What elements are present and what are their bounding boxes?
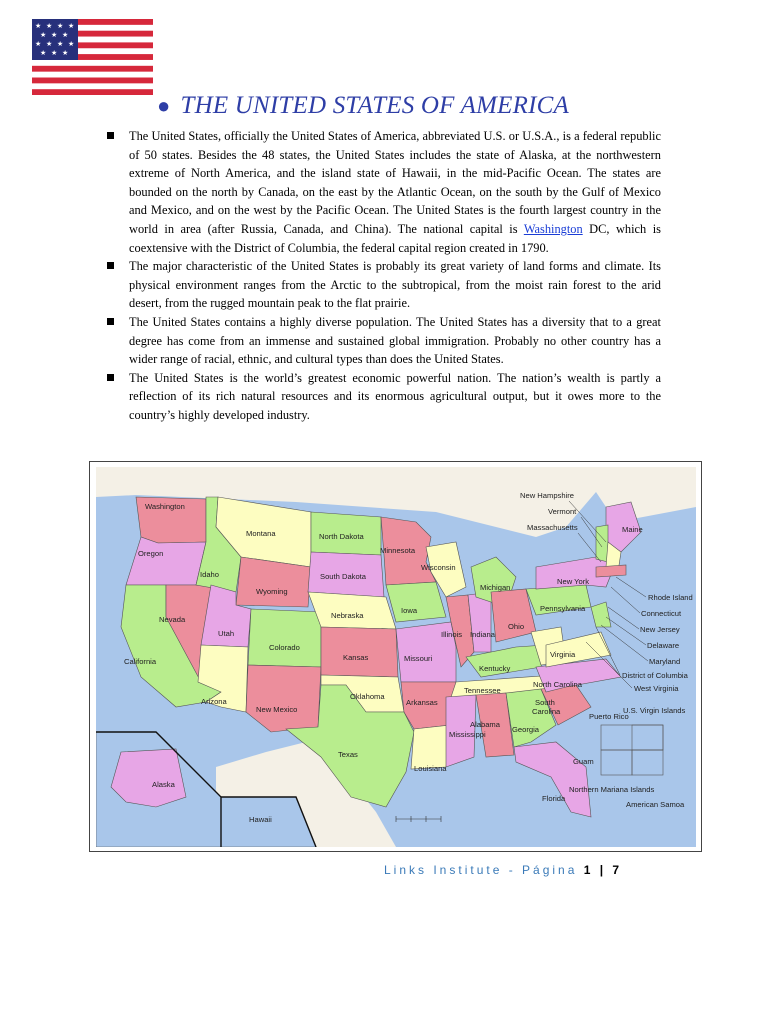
- list-item: [102, 313, 661, 369]
- footer-text: Links Institute - Página: [384, 863, 584, 877]
- bullet-square-icon: [107, 132, 114, 139]
- bullet-square-icon: [107, 262, 114, 269]
- bullet-square-icon: [107, 374, 114, 381]
- label-virginia: Virginia: [550, 650, 576, 659]
- label-rhode-island: Rhode Island: [648, 593, 693, 602]
- label-west-virginia: West Virginia: [634, 684, 679, 693]
- list-item: [102, 369, 661, 425]
- label-maine: Maine: [622, 525, 643, 534]
- svg-text:★: ★: [46, 40, 53, 48]
- paragraph-text: The major characteristic of the United States is probably its great variety of land forms and climate. Its physical environment ranges from the Arctic to the subtropical, from the moist rain forest to the arid desert, from the rugged mountain peak to the flat prairie.: [129, 259, 661, 311]
- label-south-dakota: South Dakota: [320, 572, 367, 581]
- label-south-carolina-line2: Carolina: [532, 707, 561, 716]
- svg-text:★: ★: [46, 22, 53, 30]
- label-ohio: Ohio: [508, 622, 525, 631]
- label-north-dakota: North Dakota: [319, 532, 364, 541]
- label-american-samoa: American Samoa: [626, 800, 685, 809]
- bullet-square-icon: [107, 318, 114, 325]
- svg-text:★: ★: [40, 49, 47, 57]
- label-louisiana: Louisiana: [414, 764, 447, 773]
- label-hawaii: Hawaii: [249, 815, 272, 824]
- label-georgia: Georgia: [512, 725, 540, 734]
- label-montana: Montana: [246, 529, 276, 538]
- label-connecticut: Connecticut: [641, 609, 682, 618]
- bullet-list: [102, 127, 661, 425]
- label-massachusetts: Massachusetts: [527, 523, 578, 532]
- svg-text:★: ★: [57, 22, 64, 30]
- svg-text:★: ★: [62, 31, 69, 39]
- label-puerto-rico: Puerto Rico: [589, 712, 629, 721]
- label-iowa: Iowa: [401, 606, 418, 615]
- label-new-jersey: New Jersey: [640, 625, 680, 634]
- label-missouri: Missouri: [404, 654, 433, 663]
- page-footer: [384, 863, 622, 877]
- label-vermont: Vermont: [548, 507, 577, 516]
- svg-text:★: ★: [68, 40, 75, 48]
- svg-text:★: ★: [62, 49, 69, 57]
- label-indiana: Indiana: [470, 630, 495, 639]
- svg-text:★: ★: [40, 31, 47, 39]
- label-nebraska: Nebraska: [331, 611, 364, 620]
- paragraph-text: The United States contains a highly diverse population. The United States has a diversity that to a great degree has come from an immense and sustained global immigration. Probably no other country has a wider range of racial, ethnic, and cultural types than does the United States.: [129, 314, 661, 367]
- label-pennsylvania: Pennsylvania: [540, 604, 586, 613]
- label-maryland: Maryland: [649, 657, 681, 666]
- label-idaho: Idaho: [200, 570, 220, 579]
- us-flag-icon: [32, 19, 153, 95]
- label-new-york: New York: [557, 577, 590, 586]
- svg-text:★: ★: [35, 22, 42, 30]
- label-delaware: Delaware: [647, 641, 680, 650]
- label-minnesota: Minnesota: [380, 546, 416, 555]
- title-bullet-icon: ●: [157, 93, 171, 118]
- label-mississippi: Mississippi: [449, 730, 486, 739]
- label-north-carolina: North Carolina: [533, 680, 582, 689]
- list-item: [102, 257, 661, 313]
- label-nevada: Nevada: [159, 615, 186, 624]
- label-tennessee: Tennessee: [464, 686, 501, 695]
- label-texas: Texas: [338, 750, 358, 759]
- label-alabama: Alabama: [470, 720, 500, 729]
- label-us-virgin-islands: U.S. Virgin Islands: [623, 706, 686, 715]
- svg-text:★: ★: [35, 40, 42, 48]
- label-michigan: Michigan: [480, 583, 511, 592]
- svg-text:★: ★: [51, 31, 58, 39]
- label-guam: Guam: [573, 757, 594, 766]
- label-oklahoma: Oklahoma: [350, 692, 385, 701]
- washington-link[interactable]: Washington: [523, 221, 583, 236]
- label-new-mexico: New Mexico: [256, 705, 298, 714]
- label-california: California: [124, 657, 157, 666]
- label-kansas: Kansas: [343, 653, 369, 662]
- label-arizona: Arizona: [201, 697, 227, 706]
- label-wisconsin: Wisconsin: [421, 563, 456, 572]
- label-colorado: Colorado: [269, 643, 300, 652]
- label-kentucky: Kentucky: [479, 664, 511, 673]
- label-illinois: Illinois: [441, 630, 463, 639]
- label-alaska: Alaska: [152, 780, 175, 789]
- paragraph-text: The United States, officially the United States of America, abbreviated U.S. or U.S.A., is a federal republic of 50 states. Besides the 48 states, the United States includes the state of Alaska, at the northwestern extreme of North America, and the island state of Hawaii, in the mid-Pacific Ocean. The states are bounded on the north by Canada, on the east by the Atlantic Ocean, on the south by the Gulf of Mexico and Mexico, and on the west by the Pacific Ocean. The United States is the fourth largest country in the world in area (after Russia, Canada, and China). The national capital is: [129, 129, 661, 236]
- label-washington: Washington: [145, 502, 185, 511]
- us-states-map: [96, 467, 696, 847]
- label-florida: Florida: [542, 794, 566, 803]
- page-number: 1 | 7: [583, 863, 623, 877]
- page-title-text: THE UNITED STATES OF AMERICA: [180, 92, 569, 119]
- label-south-carolina-line1: South: [535, 698, 555, 707]
- paragraph-text: DC, which is coextensive with the District of Columbia, the federal capital region created in 1790.: [129, 221, 661, 255]
- label-oregon: Oregon: [138, 549, 164, 558]
- paragraph-text: The United States is the world’s greatest economic powerful nation. The nation’s wealth is partly a reflection of its rich natural resources and its enormous agricultural output, but it owes more to the country’s highly developed industry.: [129, 370, 661, 422]
- label-utah: Utah: [218, 629, 235, 638]
- label-arkansas: Arkansas: [406, 698, 438, 707]
- svg-text:★: ★: [57, 40, 64, 48]
- label-new-hampshire: New Hampshire: [520, 491, 575, 500]
- page-title: [157, 92, 569, 120]
- svg-text:★: ★: [51, 49, 58, 57]
- list-item: [102, 127, 661, 257]
- label-northern-mariana-islands: Northern Mariana Islands: [569, 785, 655, 794]
- label-wyoming: Wyoming: [256, 587, 288, 596]
- label-district-of-columbia: District of Columbia: [622, 671, 688, 680]
- svg-text:★: ★: [68, 22, 75, 30]
